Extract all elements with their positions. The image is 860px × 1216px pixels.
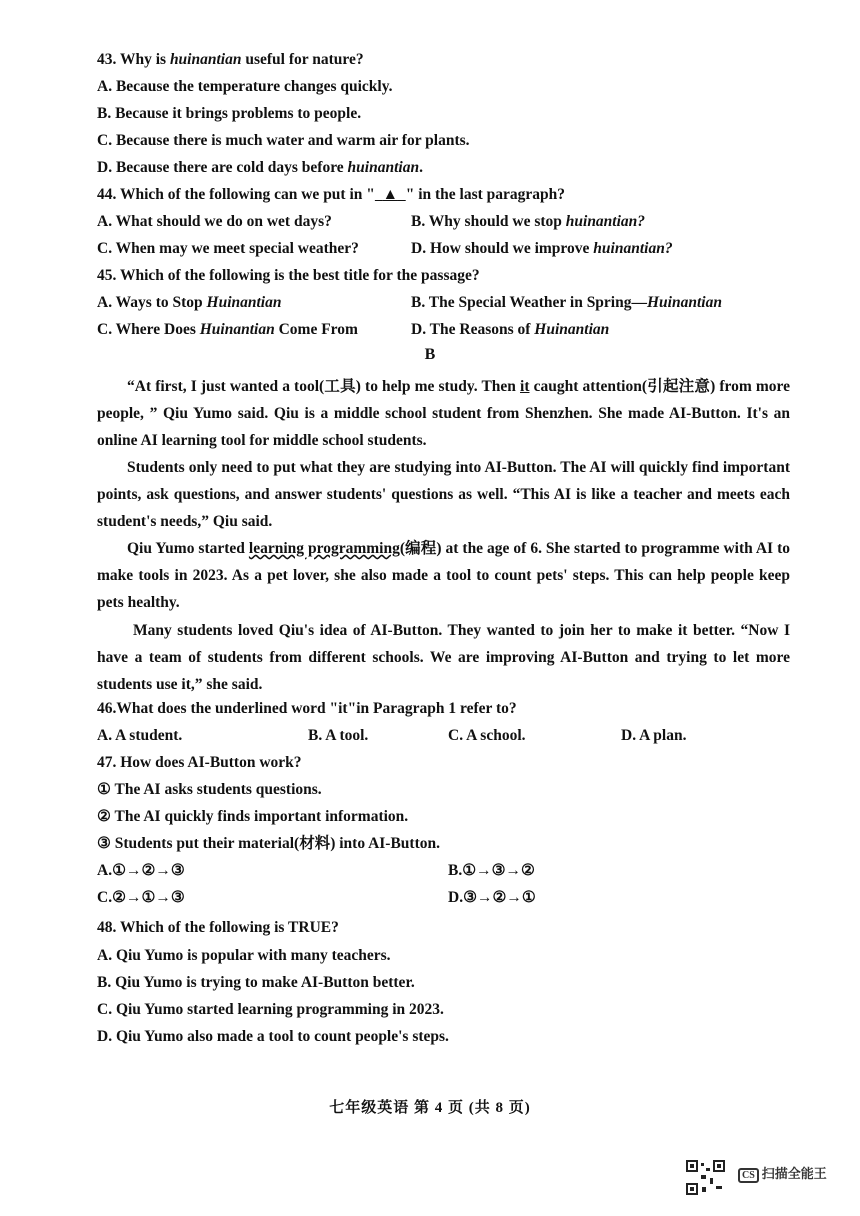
q45-option-b: B. The Special Weather in Spring—Huinantian <box>411 294 722 311</box>
passage-paragraph-4: Many students loved Qiu's idea of AI-Button. They wanted to join her to make it better. “Now I have a team of students from different schools. We are improving AI-Button and trying to let more students use it,” she said. <box>97 622 790 693</box>
q47-statement-1: ① The AI asks students questions. <box>97 781 322 798</box>
q44-option-c: C. When may we meet special weather? <box>97 240 359 257</box>
q45-option-d: D. The Reasons of Huinantian <box>411 321 610 338</box>
q47-option-a: A.①→②→③ <box>97 862 185 879</box>
question-46-stem: 46.What does the underlined word "it"in Paragraph 1 refer to? <box>97 700 517 717</box>
q44-option-b: B. Why should we stop huinantian? <box>411 213 646 230</box>
question-47-stem: 47. How does AI-Button work? <box>97 754 302 771</box>
scanner-qr-code <box>686 1160 726 1196</box>
q47-option-d: D.③→②→① <box>448 889 536 906</box>
q44-option-a: A. What should we do on wet days? <box>97 213 332 230</box>
question-44-stem: 44. Which of the following can we put in " ▲ " in the last paragraph? <box>97 186 566 203</box>
underlined-programming: learning programming <box>248 540 400 557</box>
q43-option-c: C. Because there is much water and warm air for plants. <box>97 132 470 149</box>
q45-option-c: C. Where Does Huinantian Come From <box>97 321 358 338</box>
passage-paragraph-1: “At first, I just wanted a tool(工具) to help me study. Then it caught attention(引起注意) from more people, ” Qiu Yumo said. Qiu is a middle school student from Shenzhen. She made AI-Button. It's an online AI learning tool for middle school students. <box>97 378 790 449</box>
q46-option-c: C. A school. <box>448 727 526 744</box>
section-heading-b: B <box>424 346 436 363</box>
question-43-stem: 43. Why is huinantian useful for nature? <box>97 51 364 68</box>
page-footer: 七年级英语 第 4 页 (共 8 页) <box>329 1100 531 1116</box>
question-48-stem: 48. Which of the following is TRUE? <box>97 919 339 936</box>
q47-option-b: B.①→③→② <box>448 862 535 879</box>
q48-option-c: C. Qiu Yumo started learning programming in 2023. <box>97 1001 444 1018</box>
q46-option-b: B. A tool. <box>308 727 369 744</box>
underlined-it: it <box>520 378 530 395</box>
scanner-watermark: CS 扫描全能王 <box>738 1163 827 1183</box>
q43-option-a: A. Because the temperature changes quickly. <box>97 78 393 95</box>
q47-option-c: C.②→①→③ <box>97 889 185 906</box>
q48-option-b: B. Qiu Yumo is trying to make AI-Button better. <box>97 974 415 991</box>
q48-option-a: A. Qiu Yumo is popular with many teachers. <box>97 947 391 964</box>
qr-code-icon <box>686 1160 726 1196</box>
q47-statement-3: ③ Students put their material(材料) into AI-Button. <box>97 835 440 852</box>
q47-statement-2: ② The AI quickly finds important information. <box>97 808 409 825</box>
q46-option-a: A. A student. <box>97 727 183 744</box>
q43-option-d: D. Because there are cold days before huinantian. <box>97 159 423 176</box>
question-45-stem: 45. Which of the following is the best title for the passage? <box>97 267 480 284</box>
q44-option-d: D. How should we improve huinantian? <box>411 240 673 257</box>
passage-paragraph-3: Qiu Yumo started learning programming(编程) at the age of 6. She started to programme with AI to make tools in 2023. As a pet lover, she also made a tool to count pets' steps. This can help people keep pets healthy. <box>97 540 790 611</box>
q48-option-d: D. Qiu Yumo also made a tool to count people's steps. <box>97 1028 449 1045</box>
q43-option-b: B. Because it brings problems to people. <box>97 105 362 122</box>
q46-option-d: D. A plan. <box>621 727 687 744</box>
q45-option-a: A. Ways to Stop Huinantian <box>97 294 282 311</box>
blank-marker: ▲ <box>382 186 398 203</box>
scanner-logo-icon: CS <box>738 1168 759 1183</box>
passage-paragraph-2: Students only need to put what they are studying into AI-Button. The AI will quickly find important points, ask questions, and answer students' questions as well. “This AI is like a teacher and meets each student's needs,” Qiu said. <box>97 459 790 530</box>
